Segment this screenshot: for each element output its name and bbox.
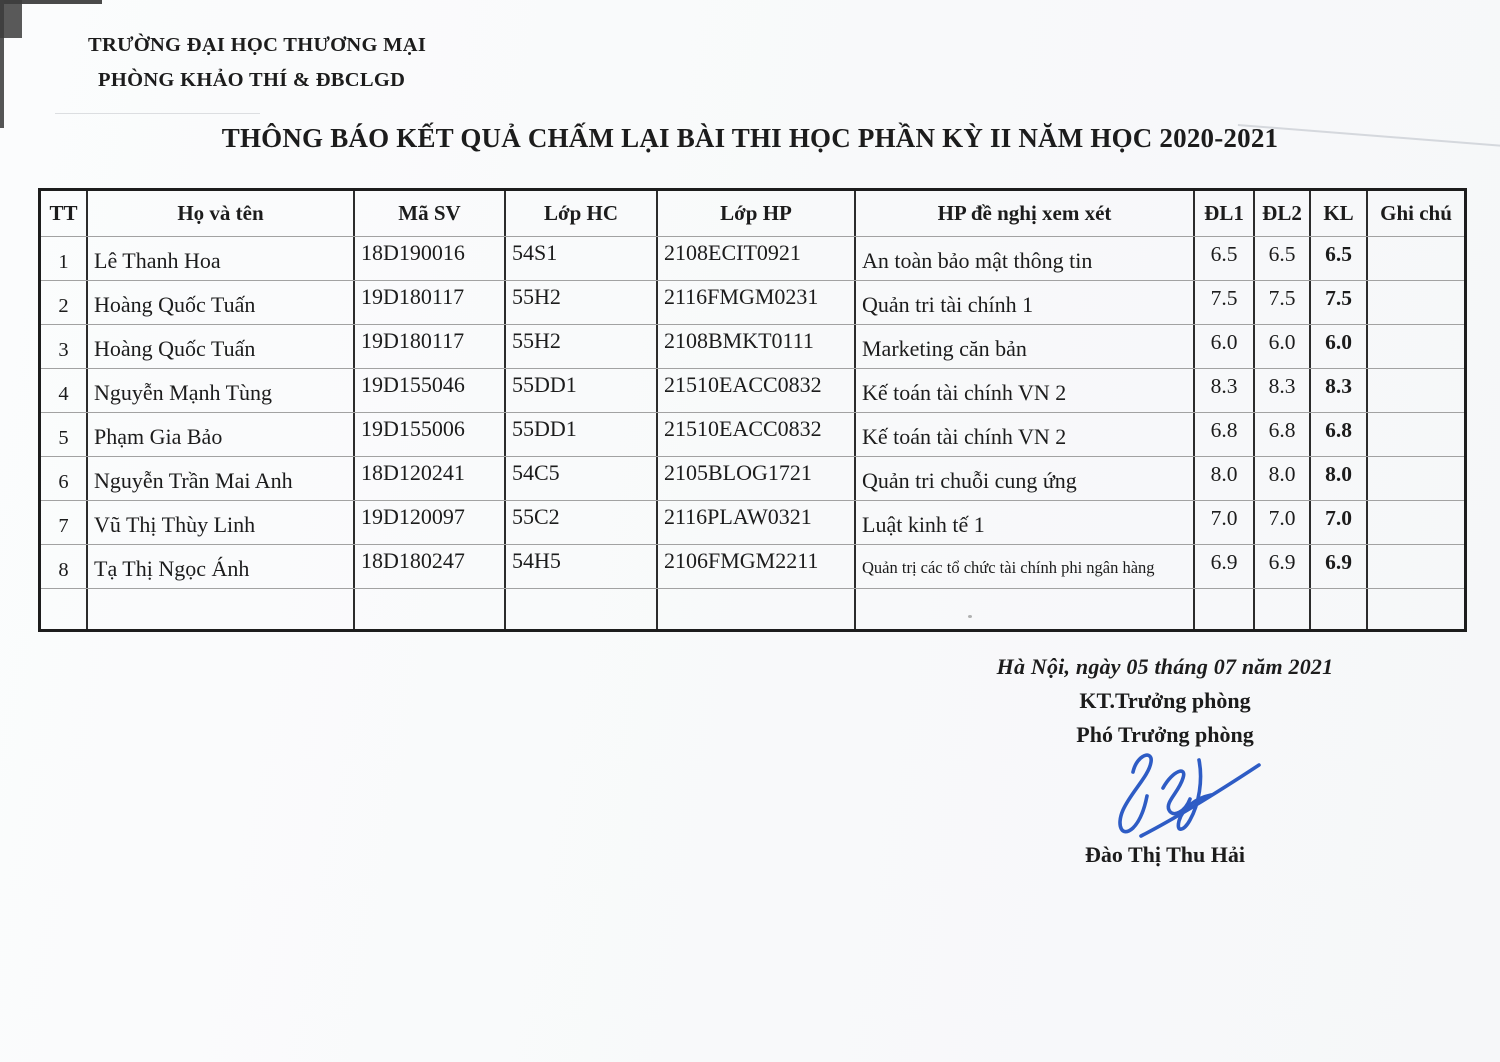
cell-hp: Quản trị các tổ chức tài chính phi ngân hàng (856, 545, 1195, 588)
table-row (41, 368, 1464, 412)
cell-tt: 2 (41, 281, 88, 324)
cell-msv: 19D120097 (355, 501, 506, 544)
cell-note (1368, 237, 1464, 280)
cell-empty (506, 589, 658, 629)
cell-empty (1255, 589, 1311, 629)
scan-artifact-faint-line (55, 113, 260, 114)
cell-msv: 18D120241 (355, 457, 506, 500)
table-row-empty (41, 588, 1464, 629)
cell-name: Lê Thanh Hoa (88, 237, 355, 280)
cell-dl1: 6.9 (1195, 545, 1255, 588)
cell-dl1: 8.0 (1195, 457, 1255, 500)
cell-note (1368, 501, 1464, 544)
cell-tt: 8 (41, 545, 88, 588)
column-header: Ghi chú (1380, 201, 1452, 225)
table-row (41, 544, 1464, 588)
cell-lop_hc: 55DD1 (506, 369, 658, 412)
university-name: TRƯỜNG ĐẠI HỌC THƯƠNG MẠI (88, 34, 427, 56)
cell-hp: Quản tri tài chính 1 (856, 281, 1195, 324)
cell-hp: Kế toán tài chính VN 2 (856, 369, 1195, 412)
cell-dl1: 8.3 (1195, 369, 1255, 412)
cell-hp: Luật kinh tế 1 (856, 501, 1195, 544)
cell-lop_hp: 2108ECIT0921 (658, 237, 856, 280)
cell-lop_hp: 2108BMKT0111 (658, 325, 856, 368)
cell-name: Nguyễn Mạnh Tùng (88, 369, 355, 412)
cell-kl: 8.3 (1311, 369, 1368, 412)
cell-name: Tạ Thị Ngọc Ánh (88, 545, 355, 588)
cell-name: Hoàng Quốc Tuấn (88, 281, 355, 324)
column-header: Lớp HC (506, 191, 658, 236)
cell-tt: 7 (41, 501, 88, 544)
cell-empty (856, 589, 1195, 629)
cell-note (1368, 281, 1464, 324)
cell-kl: 7.0 (1311, 501, 1368, 544)
cell-name: Phạm Gia Bảo (88, 413, 355, 456)
cell-empty (355, 589, 506, 629)
cell-kl: 6.9 (1311, 545, 1368, 588)
cell-msv: 19D155046 (355, 369, 506, 412)
cell-hp: Quản tri chuỗi cung ứng (856, 457, 1195, 500)
date-line: Hà Nội, ngày 05 tháng 07 năm 2021 (996, 654, 1334, 679)
cell-tt: 6 (41, 457, 88, 500)
table-row (41, 456, 1464, 500)
cell-empty (1368, 589, 1464, 629)
cell-dl2: 8.3 (1255, 369, 1311, 412)
table-body (41, 236, 1464, 629)
cell-name: Vũ Thị Thùy Linh (88, 501, 355, 544)
cell-lop_hp: 2105BLOG1721 (658, 457, 856, 500)
cell-dl2: 7.5 (1255, 281, 1311, 324)
table-header-row (41, 191, 1464, 236)
cell-dl2: 6.0 (1255, 325, 1311, 368)
column-header: Họ và tên (88, 191, 355, 236)
cell-dl1: 7.5 (1195, 281, 1255, 324)
cell-note (1368, 369, 1464, 412)
column-header: ĐL2 (1255, 191, 1311, 236)
cell-lop_hp: 21510EACC0832 (658, 413, 856, 456)
cell-empty (1195, 589, 1255, 629)
signature-block (930, 654, 1400, 868)
cell-lop_hc: 54C5 (506, 457, 658, 500)
cell-empty (1311, 589, 1368, 629)
cell-name: Hoàng Quốc Tuấn (88, 325, 355, 368)
table-row (41, 236, 1464, 280)
signer-title-2: Phó Trưởng phòng (1076, 722, 1254, 747)
cell-lop_hc: 55H2 (506, 281, 658, 324)
table-row (41, 324, 1464, 368)
cell-tt: 1 (41, 237, 88, 280)
cell-lop_hc: 55DD1 (506, 413, 658, 456)
cell-note (1368, 545, 1464, 588)
cell-dl1: 7.0 (1195, 501, 1255, 544)
cell-empty (41, 589, 88, 629)
cell-lop_hp: 21510EACC0832 (658, 369, 856, 412)
scan-artifact-dot (968, 615, 972, 618)
cell-tt: 5 (41, 413, 88, 456)
results-table (38, 188, 1467, 632)
cell-dl1: 6.8 (1195, 413, 1255, 456)
signer-name: Đào Thị Thu Hải (1085, 842, 1245, 867)
table-row (41, 500, 1464, 544)
cell-dl2: 6.9 (1255, 545, 1311, 588)
cell-hp: An toàn bảo mật thông tin (856, 237, 1195, 280)
cell-tt: 3 (41, 325, 88, 368)
cell-msv: 19D155006 (355, 413, 506, 456)
cell-note (1368, 457, 1464, 500)
cell-lop_hc: 54H5 (506, 545, 658, 588)
cell-dl1: 6.0 (1195, 325, 1255, 368)
cell-lop_hc: 55H2 (506, 325, 658, 368)
cell-dl2: 7.0 (1255, 501, 1311, 544)
cell-msv: 19D180117 (355, 281, 506, 324)
cell-msv: 18D180247 (355, 545, 506, 588)
cell-kl: 6.8 (1311, 413, 1368, 456)
table-row (41, 280, 1464, 324)
cell-dl1: 6.5 (1195, 237, 1255, 280)
cell-lop_hc: 55C2 (506, 501, 658, 544)
cell-name: Nguyễn Trần Mai Anh (88, 457, 355, 500)
scan-artifact-corner (0, 0, 22, 38)
signer-title-1: KT.Trưởng phòng (1079, 688, 1251, 713)
cell-kl: 6.5 (1311, 237, 1368, 280)
cell-empty (88, 589, 355, 629)
cell-hp: Marketing căn bản (856, 325, 1195, 368)
column-header: KL (1311, 191, 1368, 236)
cell-dl2: 6.5 (1255, 237, 1311, 280)
cell-kl: 6.0 (1311, 325, 1368, 368)
cell-note (1368, 325, 1464, 368)
column-header: ĐL1 (1195, 191, 1255, 236)
cell-dl2: 8.0 (1255, 457, 1311, 500)
cell-lop_hp: 2116FMGM0231 (658, 281, 856, 324)
cell-kl: 7.5 (1311, 281, 1368, 324)
cell-lop_hp: 2106FMGM2211 (658, 545, 856, 588)
column-header: TT (41, 191, 88, 236)
cell-note (1368, 413, 1464, 456)
cell-dl2: 6.8 (1255, 413, 1311, 456)
signature-icon (1081, 748, 1281, 844)
document-title: THÔNG BÁO KẾT QUẢ CHẤM LẠI BÀI THI HỌC PHẦN KỲ II NĂM HỌC 2020-2021 (221, 123, 1279, 153)
table-row (41, 412, 1464, 456)
org-header (88, 28, 426, 98)
department-name: PHÒNG KHẢO THÍ & ĐBCLGD (98, 69, 406, 91)
cell-msv: 19D180117 (355, 325, 506, 368)
cell-kl: 8.0 (1311, 457, 1368, 500)
cell-msv: 18D190016 (355, 237, 506, 280)
cell-hp: Kế toán tài chính VN 2 (856, 413, 1195, 456)
column-header: HP đề nghị xem xét (856, 191, 1195, 236)
column-header: Lớp HP (658, 191, 856, 236)
cell-tt: 4 (41, 369, 88, 412)
cell-empty (658, 589, 856, 629)
cell-lop_hc: 54S1 (506, 237, 658, 280)
cell-lop_hp: 2116PLAW0321 (658, 501, 856, 544)
column-header: Mã SV (355, 191, 506, 236)
